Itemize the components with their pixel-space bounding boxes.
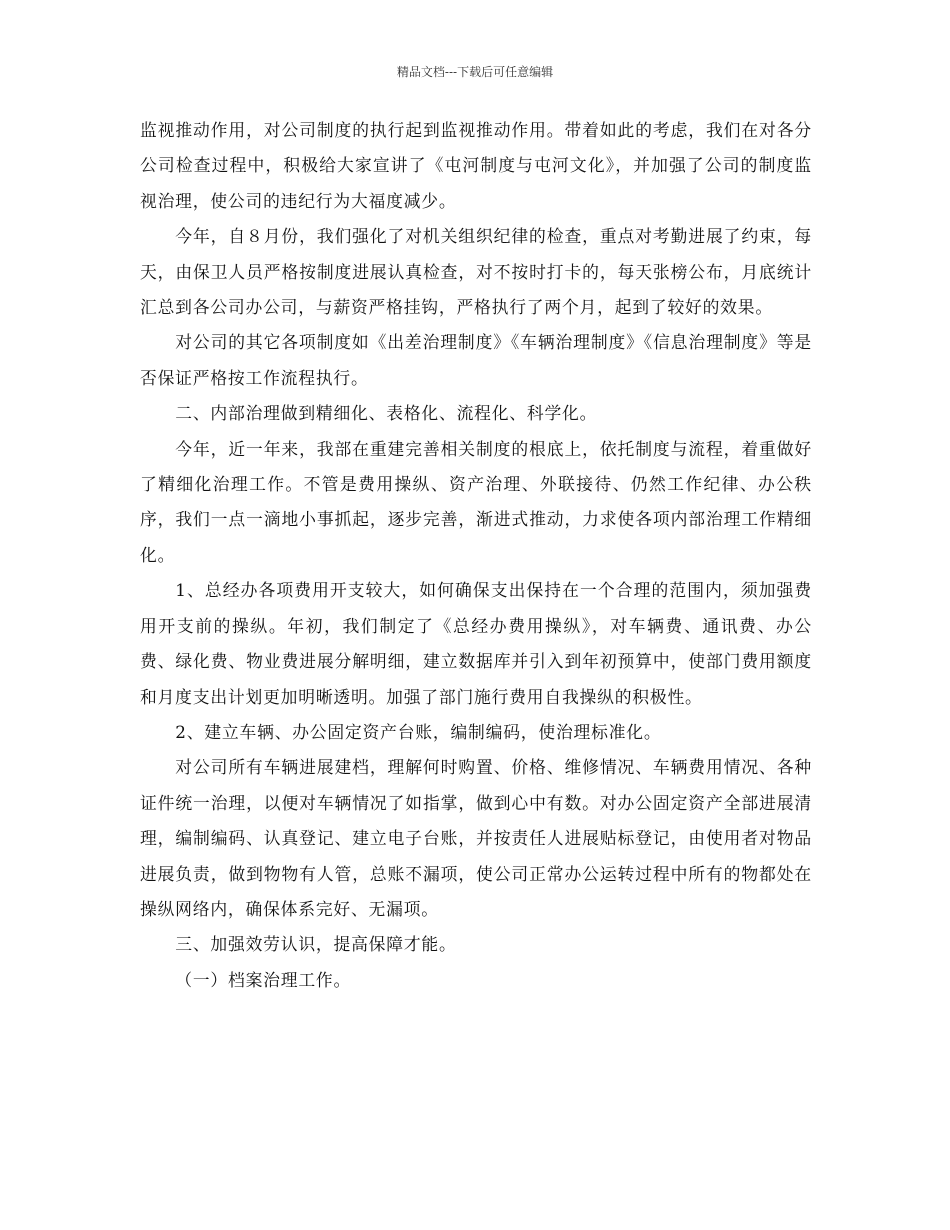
page-header: 精品文档---下载后可任意编辑	[396, 65, 554, 79]
paragraph: 对公司所有车辆进展建档，理解何时购置、价格、维修情况、车辆费用情况、各种证件统一治理，以便对车辆情况了如指掌，做到心中有数。对办公固定资产全部进展清理，编制编码、认真登记、建立电子台账，并按责任人进展贴标登记，由使用者对物品进展负责，做到物物有人管，总账不漏项，使公司正常办公运转过程中所有的物都处在操纵网络内，确保体系完好、无漏项。	[140, 757, 812, 919]
subsection-heading: （一）档案治理工作。	[175, 969, 352, 990]
paragraph: 今年，近一年来，我部在重建完善相关制度的根底上，依托制度与流程，着重做好了精细化治理工作。不管是费用操纵、资产治理、外联接待、仍然工作纪律、办公秩序，我们一点一滴地小事抓起，逐步完善，渐进式推动，力求使各项内部治理工作精细化。	[140, 438, 812, 565]
paragraph: 今年，自８月份，我们强化了对机关组织纪律的检查，重点对考勤进展了约束，每天，由保卫人员严格按制度进展认真检查，对不按时打卡的，每天张榜公布，月底统计汇总到各公司办公司，与薪资严格挂钩，严格执行了两个月，起到了较好的效果。	[140, 226, 812, 318]
paragraph: 监视推动作用，对公司制度的执行起到监视推动作用。带着如此的考虑，我们在对各分公司检查过程中，积极给大家宣讲了《屯河制度与屯河文化》，并加强了公司的制度监视治理，使公司的违纪行为大福度减少。	[140, 120, 812, 211]
paragraph: 对公司的其它各项制度如《出差治理制度》《车辆治理制度》《信息治理制度》等是否保证严格按工作流程执行。	[140, 332, 812, 388]
section-heading: 二、内部治理做到精细化、表格化、流程化、科学化。	[175, 403, 598, 424]
document-body	[140, 113, 812, 998]
paragraph: 1、总经办各项费用开支较大，如何确保支出保持在一个合理的范围内，须加强费用开支前的操纵。年初，我们制定了《总经办费用操纵》，对车辆费、通讯费、办公费、绿化费、物业费进展分解明细，建立数据库并引入到年初预算中，使部门费用额度和月度支出计划更加明晰透明。加强了部门施行费用自我操纵的积极性。	[140, 580, 812, 707]
paragraph: 2、建立车辆、办公固定资产台账，编制编码，使治理标准化。	[175, 721, 662, 742]
section-heading: 三、加强效劳认识，提高保障才能。	[175, 934, 457, 955]
